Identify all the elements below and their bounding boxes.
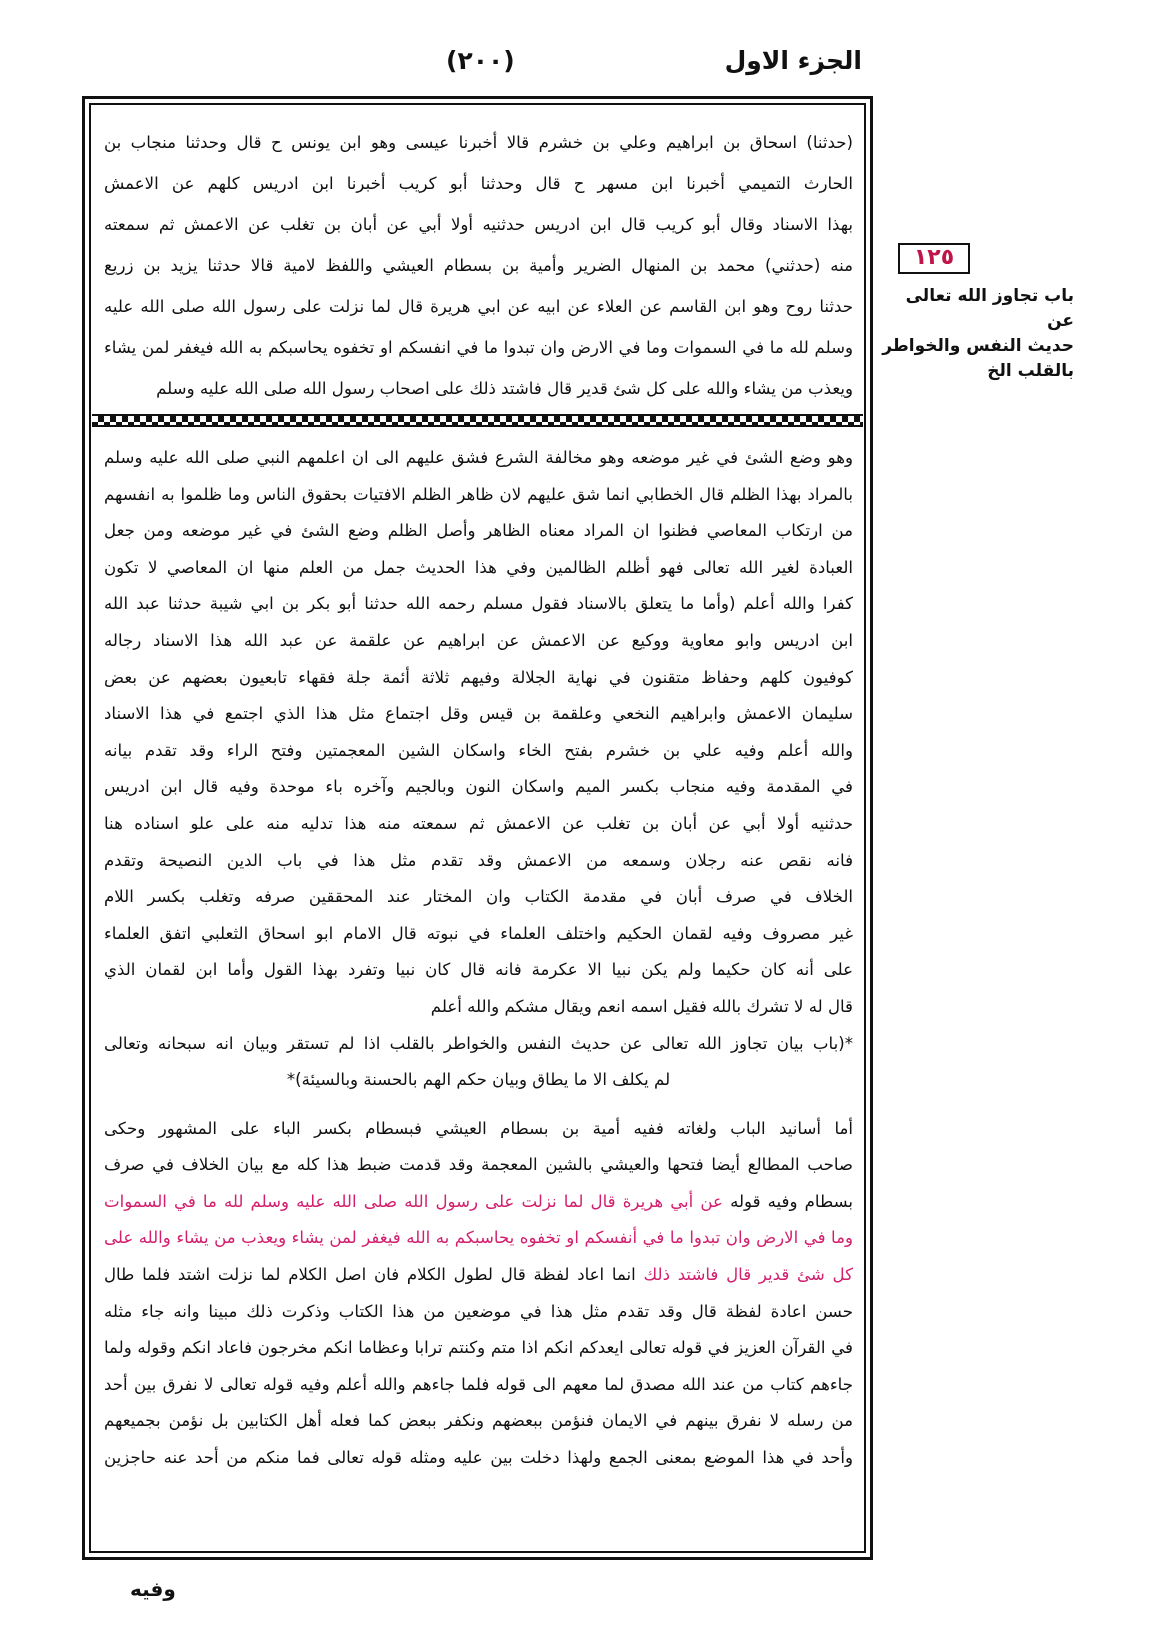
page-number: (٢٠٠) xyxy=(446,46,515,75)
spacer xyxy=(104,1099,853,1111)
margin-note-line: حديث النفس والخواطر xyxy=(882,336,1074,356)
sharh-line: والله أعلم وفيه علي بن خشرم بفتح الخاء واسكان الشين المعجمتين وفتح الراء وقد تقدم بيانه xyxy=(104,740,853,760)
commentary-block xyxy=(104,440,853,1540)
sharh-line: وأحد في هذا الموضع بمعنى الجمع ولهذا دخلت بين عليه ومثله قوله تعالى فما منكم من أحد عنه حاجزين xyxy=(104,1448,853,1468)
sharh-line: الخلاف في صرف أبان في مقدمة الكتاب وان المختار عند المحققين صرفه وتغلب بكسر اللام xyxy=(104,887,853,907)
sharh-line: على أنه كان حكيما ولم يكن نبيا الا عكرمة فانه قال كان نبيا وتفرد بهذا القول وأما ابن لقمان الذي xyxy=(104,960,853,980)
matn-line: بهذا الاسناد وقال أبو كريب قال ابن ادريس حدثنيه أولا أبي عن أبان بن تغلب عن الاعمش ثم سمعته xyxy=(104,215,853,234)
sharh-line: أما أسانيد الباب ولغاته ففيه أمية بن بسطام العيشي فبسطام بكسر الباء على المشهور وحكى xyxy=(104,1118,853,1138)
margin-note-line: بالقلب الخ xyxy=(987,361,1074,381)
margin-note-line: باب تجاوز الله تعالى عن xyxy=(905,286,1074,331)
sharh-line: في المقدمة وفيه منجاب بكسر الميم واسكان النون وبالجيم وآخره باء موحدة وفيه قال ابن ادريس xyxy=(104,777,853,797)
sharh-line: العبادة لغير الله تعالى فهو أظلم الظالمين وفي هذا الحديث جمل من العلم منها ان المعاصي لا تكون xyxy=(104,557,853,577)
hadith-number-box: ١٢٥ xyxy=(898,243,970,274)
sharh-line: من ارتكاب المعاصي فظنوا ان المراد معناه الظاهر وأصل الظلم وضع الشئ في غير موضعه ومن جعل xyxy=(104,521,853,541)
quoted-hadith-text: كل شئ قدير قال فاشتد ذلك xyxy=(643,1265,853,1285)
margin-chapter-note xyxy=(882,284,1074,384)
sharh-line: ابن ادريس وابو معاوية ووكيع عن الاعمش عن ابراهيم عن علقمة عن عبد الله هذا الاسناد رجاله xyxy=(104,630,853,650)
volume-label: الجزء الاول xyxy=(724,46,862,75)
checkered-divider xyxy=(92,414,863,427)
sharh-line: كفرا والله أعلم (وأما ما يتعلق بالاسناد فقول مسلم رحمه الله حدثنا أبو بكر بن ابي شيبة حدثنا عبد الله xyxy=(104,594,853,614)
matn-line: منه (حدثني) محمد بن المنهال الضرير وأمية بن بسطام العيشي واللفظ لامية قالا حدثنا يزيد بن زريع xyxy=(104,256,853,275)
sharh-line: حسن اعادة لفظة قال وقد تقدم مثل هذا في موضعين من هذا الكتاب وذكرت ذلك مبينا وانه جاء مثله xyxy=(104,1301,853,1321)
quoted-hadith-text: عن أبي هريرة قال لما نزلت على رسول الله صلى الله عليه وسلم لله ما في السموات xyxy=(104,1191,723,1211)
sharh-line: جاءهم كتاب من عند الله مصدق لما معهم الى قوله فلما جاءهم والله أعلم وفيه قوله تعالى لا نفرق بين أحد xyxy=(104,1374,853,1394)
sharh-line: وهو وضع الشئ في غير موضعه وهو مخالفة الشرع فشق عليهم الى ان اعلمهم النبي صلى الله عليه وسلم xyxy=(104,448,853,467)
sharh-line: فانه نقص عنه رجلان وسمعه من الاعمش وقد تقدم مثل هذا في باب الدين النصيحة وتقدم xyxy=(104,850,853,870)
matn-line: وسلم لله ما في السموات وما في الارض وان تبدوا ما في انفسكم او تخفوه يحاسبكم به الله فيغفر لمن يشاء xyxy=(104,338,853,357)
sharh-line-highlight xyxy=(104,1257,853,1294)
sharh-line: في القرآن العزيز في قوله تعالى ايعدكم انكم اذا متم وكنتم ترابا وعظاما انكم مخرجون فاعاد انكم وقوله ولما xyxy=(104,1338,853,1358)
plain-text: انما اعاد لفظة قال لطول الكلام فان اصل الكلام لما نزلت اشتد فلما طال xyxy=(104,1265,644,1285)
hadith-text-block xyxy=(104,122,853,408)
catchword: وفيه xyxy=(130,1577,176,1601)
sharh-line: غير مصروف وفيه لقمان الحكيم واختلف العلماء في نبوته قال الامام ابو اسحاق الثعلبي اتفق العلماء xyxy=(104,923,853,943)
matn-line: الحارث التميمي أخبرنا ابن مسهر ح قال وحدثنا أبو كريب أخبرنا ابن ادريس كلهم عن الاعمش xyxy=(104,174,853,193)
sharh-line: قال له لا تشرك بالله فقيل اسمه انعم ويقال مشكم والله أعلم xyxy=(430,996,853,1016)
plain-text: بسطام وفيه قوله xyxy=(722,1191,853,1211)
sharh-line: كوفيون كلهم وحفاظ متقنون في نهاية الجلالة وفيهم ثلاثة أئمة جلة فقهاء تابعيون بعضهم عن بعض xyxy=(104,667,853,687)
sharh-line: سليمان الاعمش وابراهيم النخعي وعلقمة بن قيس وقل اجتماع مثل هذا الذي اجتمع في هذا الاسناد xyxy=(104,704,853,724)
sharh-line: من رسله لا نفرق بينهم في الايمان فنؤمن ببعضهم ونكفر ببعض كما فعله أهل الكتابين بل نؤمن بجميعهم xyxy=(104,1411,853,1431)
sharh-line: صاحب المطالع أيضا فتحها والعيشي بالشين المعجمة وقد قدمت ضبط هذا كله مع بيان الخلاف في صرف xyxy=(104,1155,853,1175)
sharh-line-highlight xyxy=(104,1184,853,1221)
bab-heading-line: لم يكلف الا ما يطاق وبيان حكم الهم بالحسنة وبالسيئة)* xyxy=(286,1070,671,1090)
matn-line: حدثنا روح وهو ابن القاسم عن العلاء عن ابيه عن ابي هريرة قال لما نزلت على رسول الله صلى الله عليه xyxy=(104,297,853,316)
matn-line: ويعذب من يشاء والله على كل شئ قدير قال فاشتد ذلك على اصحاب رسول الله صلى الله عليه وسلم xyxy=(156,379,853,398)
sharh-line: حدثنيه أولا أبي عن أبان بن تغلب عن الاعمش ثم سمعته منه هذا تدليه منه على علو اسناده هنا xyxy=(104,813,853,833)
sharh-line: بالمراد بهذا الظلم قال الخطابي انما شق عليهم لان ظاهر الظلم الافتيات بحقوق الناس وما ظلموا به انفسهم xyxy=(104,484,853,504)
matn-line: (حدثنا) اسحاق بن ابراهيم وعلي بن خشرم قالا أخبرنا عيسى وهو ابن يونس ح قال وحدثنا منجاب بن xyxy=(104,133,853,152)
bab-heading-line: *(باب بيان تجاوز الله تعالى عن حديث النفس والخواطر بالقلب اذا لم تستقر وبيان انه سبحانه وتعالى xyxy=(104,1033,853,1053)
quoted-hadith-text: وما في الارض وان تبدوا ما في أنفسكم او تخفوه يحاسبكم به الله فيغفر لمن يشاء ويعذب من يشاء والله على xyxy=(104,1228,853,1248)
